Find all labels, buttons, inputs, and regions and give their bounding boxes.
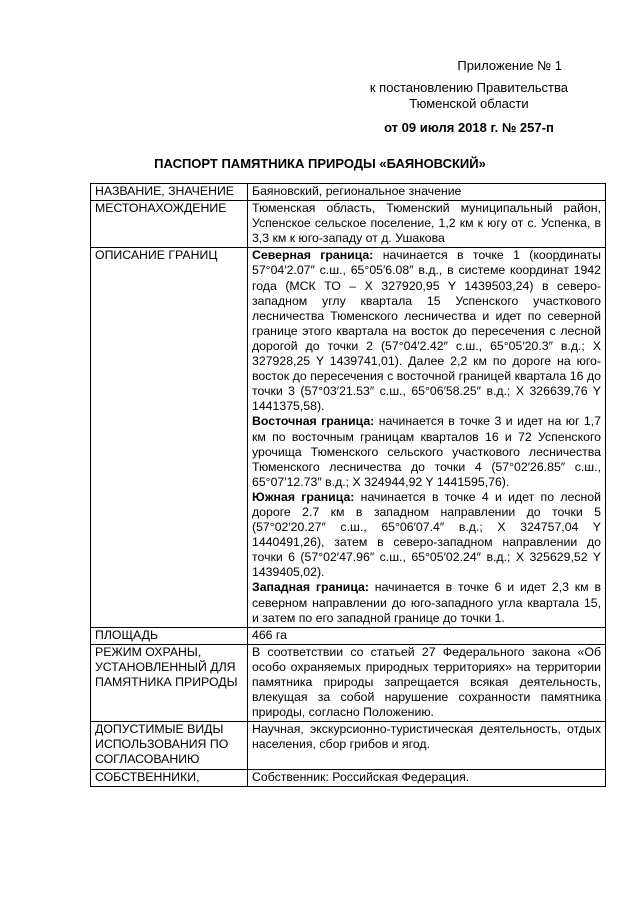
value-area: 466 га xyxy=(248,627,606,644)
passport-table xyxy=(90,183,606,787)
value-boundaries xyxy=(248,248,606,627)
label-allowed-uses: ДОПУСТИМЫЕ ВИДЫ ИСПОЛЬЗОВАНИЯ ПО СОГЛАСОВАНИЮ xyxy=(91,722,248,769)
south-boundary-title: Южная граница: xyxy=(252,489,355,504)
label-name: НАЗВАНИЕ, ЗНАЧЕНИЕ xyxy=(91,184,248,201)
row-name xyxy=(91,184,606,201)
label-regime: РЕЖИМ ОХРАНЫ, УСТАНОВЛЕННЫЙ ДЛЯ ПАМЯТНИКА ПРИРОДЫ xyxy=(91,644,248,721)
value-allowed-uses: Научная, экскурсионно-туристическая деятельность, отдых населения, сбор грибов и ягод. xyxy=(248,722,606,769)
appendix-resolution: к постановлению Правительства xyxy=(369,80,568,95)
label-location: МЕСТОНАХОЖДЕНИЕ xyxy=(91,201,248,248)
document-title: ПАСПОРТ ПАМЯТНИКА ПРИРОДЫ «БАЯНОВСКИЙ» xyxy=(154,156,486,171)
row-area xyxy=(91,627,606,644)
east-boundary-title: Восточная граница: xyxy=(252,414,375,429)
label-boundaries: ОПИСАНИЕ ГРАНИЦ xyxy=(91,248,248,627)
row-location xyxy=(91,201,606,248)
east-boundary xyxy=(252,414,601,489)
west-boundary xyxy=(252,580,601,625)
value-name: Баяновский, региональное значение xyxy=(248,184,606,201)
appendix-number: Приложение № 1 xyxy=(457,58,562,73)
west-boundary-text: начинается в точке 6 и идет 2,3 км в северном направлении до юго-западного угла квартала 15, и затем по его западной границе до точки 1. xyxy=(252,580,601,625)
south-boundary xyxy=(252,490,601,581)
appendix-header xyxy=(370,58,568,136)
west-boundary-title: Западная граница: xyxy=(252,580,369,595)
row-allowed-uses xyxy=(91,722,606,769)
value-location: Тюменская область, Тюменский муниципальный район, Успенское сельское поселение, 1,2 км к югу от с. Успенка, в 3,3 км к юго-западу от д. Ушакова xyxy=(248,201,606,248)
label-area: ПЛОЩАДЬ xyxy=(91,627,248,644)
north-boundary-title: Северная граница: xyxy=(252,248,374,263)
label-owners: СОБСТВЕННИКИ, xyxy=(91,769,248,786)
appendix-region: Тюменской области xyxy=(409,96,529,111)
east-boundary-text: начинается в точке 3 и идет на юг 1,7 км по восточным границам кварталов 16 и 72 Успенского урочища Тюменского сельского участкового лесничества Тюменского лесничества до точки 4 (57°02′26.85″ с.ш., 65°07′12.73″ в.д.; X 324944,92 Y 1441595,76). xyxy=(252,414,601,489)
north-boundary xyxy=(252,248,601,414)
row-boundaries xyxy=(91,248,606,627)
value-regime: В соответствии со статьей 27 Федерального закона «Об особо охраняемых природных территориях» на территории памятника природы запрещается всякая деятельность, влекущая за собой нарушение сохранности памятника природы, согласно Положению. xyxy=(248,644,606,721)
row-owners xyxy=(91,769,606,786)
north-boundary-text: начинается в точке 1 (координаты 57°04′2.07″ с.ш., 65°05′6.08″ в.д., в системе координат 1942 года (МСК ТО – X 327920,95 Y 1439503,24) в северо-западном углу квартала 15 Успенского участкового лесничества Тюменского лесничества и идет по северной границе этого квартала на восток до пересечения с лесной дорогой до точки 2 (57°04′2.42″ с.ш., 65°05′20.3″ в.д.; X 327928,25 Y 1439741,01). Далее 2,2 км по дороге на юго-восток до пересечения с восточной границей квартала 16 до точки 3 (57°03′21.53″ с.ш., 65°06′58.25″ в.д.; X 326639,76 Y 1441375,58). xyxy=(252,248,601,414)
value-owners: Собственник: Российская Федерация. xyxy=(248,769,606,786)
south-boundary-text: начинается в точке 4 и идет по лесной дороге 2.7 км в западном направлении до точки 5 (57°02′20.27″ с.ш., 65°06′07.4″ в.д.; X 324757,04 Y 1440491,26), затем в северо-западном направлении до точки 6 (57°02′47.96″ с.ш., 65°05′02.24″ в.д.; X 325629,52 Y 1439405,02). xyxy=(252,489,601,580)
row-regime xyxy=(91,644,606,721)
appendix-date-number: от 09 июля 2018 г. № 257-п xyxy=(384,120,554,135)
